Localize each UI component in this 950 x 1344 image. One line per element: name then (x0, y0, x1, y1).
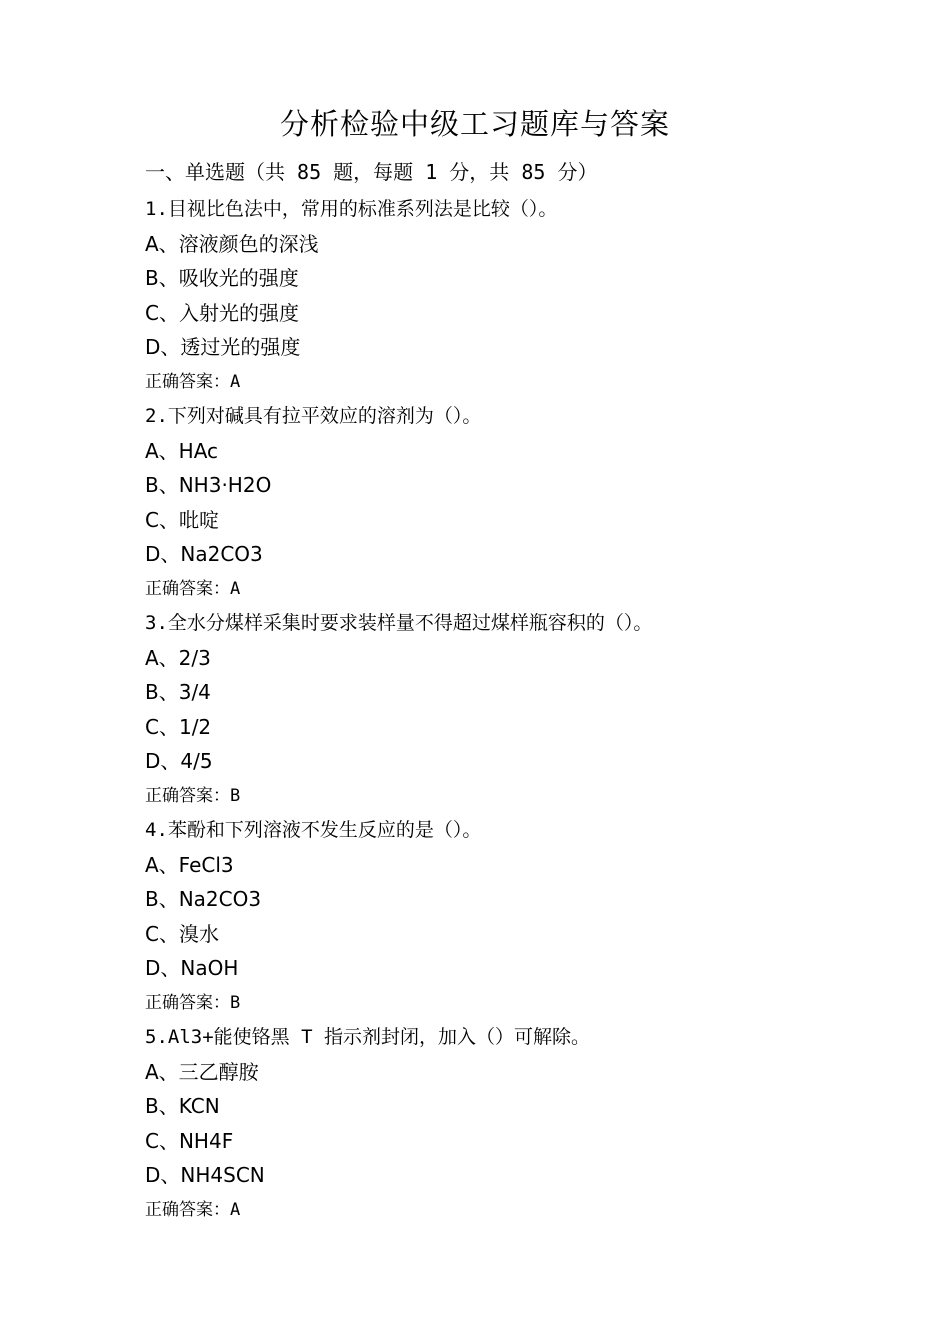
question-stem: 3.全水分煤样采集时要求装样量不得超过煤样瓶容积的（）。 (145, 612, 653, 634)
option-b: B、Na2CO3 (145, 887, 262, 911)
option-a: A、HAc (145, 438, 219, 463)
option-b: B、KCN (145, 1094, 220, 1118)
option-c: C、吡啶 (145, 507, 219, 532)
option-b: B、3/4 (145, 680, 211, 704)
question-list (145, 192, 865, 1227)
correct-answer: 正确答案：A (145, 578, 241, 599)
option-d: D、透过光的强度 (145, 335, 301, 359)
option-c: C、入射光的强度 (145, 300, 299, 325)
question-stem: 1.目视比色法中，常用的标准系列法是比较（）。 (145, 198, 558, 220)
option-b: B、吸收光的强度 (145, 266, 299, 290)
option-c: C、NH4F (145, 1128, 234, 1153)
question-stem: 2.下列对碱具有拉平效应的溶剂为（）。 (145, 405, 482, 427)
question-1 (145, 192, 865, 399)
option-a: A、2/3 (145, 645, 211, 670)
question-stem: 4.苯酚和下列溶液不发生反应的是（）。 (145, 819, 482, 841)
option-c: C、溴水 (145, 921, 219, 946)
option-d: D、Na2CO3 (145, 542, 263, 566)
question-4 (145, 813, 865, 1020)
correct-answer: 正确答案：A (145, 1199, 241, 1220)
option-d: D、4/5 (145, 749, 213, 773)
option-a: A、三乙醇胺 (145, 1059, 259, 1084)
option-a: A、溶液颜色的深浅 (145, 231, 319, 256)
option-a: A、FeCl3 (145, 852, 234, 877)
question-stem: 5.Al3+能使铬黑 T 指示剂封闭，加入（）可解除。 (145, 1026, 590, 1048)
question-2 (145, 399, 865, 606)
question-5 (145, 1020, 865, 1227)
option-d: D、NH4SCN (145, 1163, 265, 1187)
question-3 (145, 606, 865, 813)
correct-answer: 正确答案：B (145, 785, 241, 806)
document-title: 分析检验中级工习题库与答案 (279, 107, 670, 141)
option-b: B、NH3·H2O (145, 473, 272, 497)
option-d: D、NaOH (145, 956, 239, 980)
correct-answer: 正确答案：B (145, 992, 241, 1013)
option-c: C、1/2 (145, 714, 212, 739)
correct-answer: 正确答案：A (145, 371, 241, 392)
section-heading: 一、单选题（共 85 题，每题 1 分，共 85 分） (145, 160, 598, 184)
